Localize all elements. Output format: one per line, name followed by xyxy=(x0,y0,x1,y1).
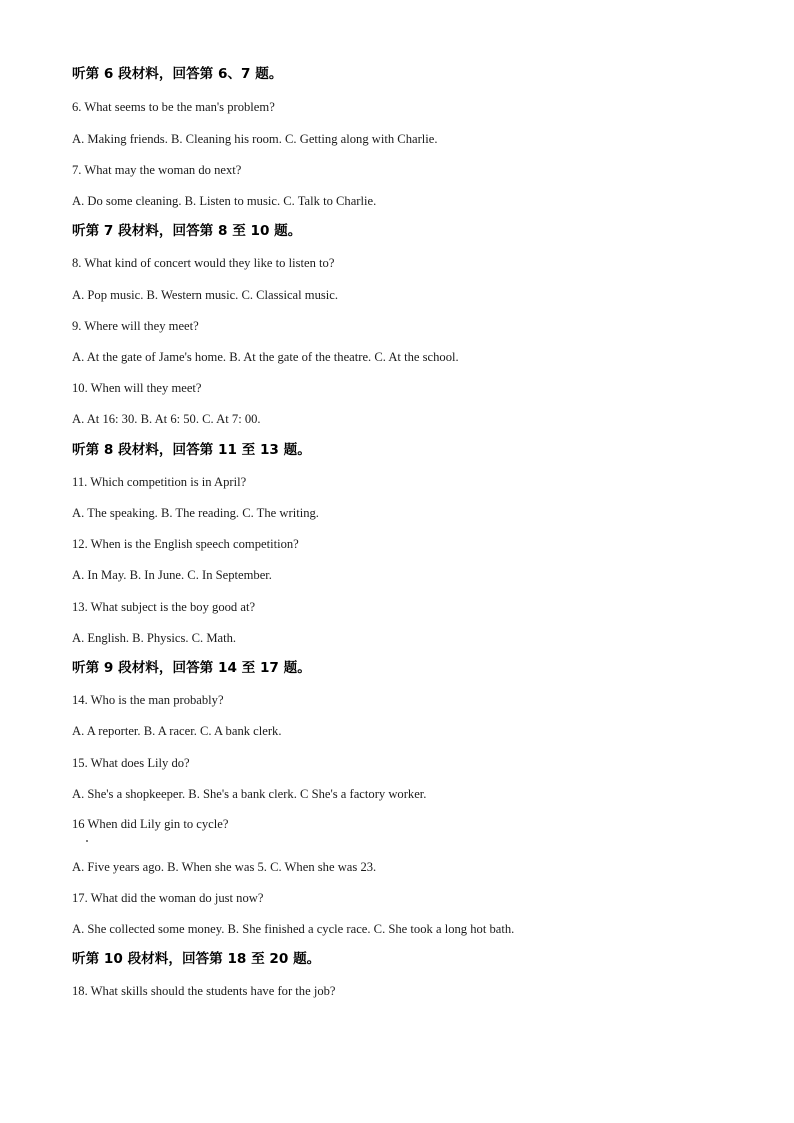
stray-mark xyxy=(86,840,88,842)
section-heading-9: 听第 9 段材料，回答第 14 至 17 题。 xyxy=(72,660,311,676)
section-heading-10: 听第 10 段材料，回答第 18 至 20 题。 xyxy=(72,951,321,967)
options-14: A. A reporter. B. A racer. C. A bank clerk. xyxy=(72,724,282,738)
question-7: 7. What may the woman do next? xyxy=(72,163,242,177)
options-17: A. She collected some money. B. She finished a cycle race. C. She took a long hot bath. xyxy=(72,922,515,936)
section-heading-6: 听第 6 段材料，回答第 6、7 题。 xyxy=(72,66,283,82)
options-13: A. English. B. Physics. C. Math. xyxy=(72,631,237,645)
question-18: 18. What skills should the students have for the job? xyxy=(72,984,336,998)
options-11: A. The speaking. B. The reading. C. The writing. xyxy=(72,506,319,520)
options-15: A. She's a shopkeeper. B. She's a bank clerk. C She's a factory worker. xyxy=(72,787,427,801)
question-11: 11. Which competition is in April? xyxy=(72,475,247,489)
options-7: A. Do some cleaning. B. Listen to music. C. Talk to Charlie. xyxy=(72,194,377,208)
options-10: A. At 16: 30. B. At 6: 50. C. At 7: 00. xyxy=(72,412,261,426)
question-6: 6. What seems to be the man's problem? xyxy=(72,100,275,114)
question-12: 12. When is the English speech competition? xyxy=(72,537,299,551)
question-9: 9. Where will they meet? xyxy=(72,319,199,333)
question-8: 8. What kind of concert would they like to listen to? xyxy=(72,256,335,270)
options-12: A. In May. B. In June. C. In September. xyxy=(72,568,272,582)
options-16: A. Five years ago. B. When she was 5. C. When she was 23. xyxy=(72,860,377,874)
question-14: 14. Who is the man probably? xyxy=(72,693,224,707)
options-9: A. At the gate of Jame's home. B. At the gate of the theatre. C. At the school. xyxy=(72,350,459,364)
section-heading-7: 听第 7 段材料，回答第 8 至 10 题。 xyxy=(72,223,302,239)
options-8: A. Pop music. B. Western music. C. Classical music. xyxy=(72,288,339,302)
question-15: 15. What does Lily do? xyxy=(72,756,190,770)
question-16: 16 When did Lily gin to cycle? xyxy=(72,817,229,831)
options-6: A. Making friends. B. Cleaning his room. C. Getting along with Charlie. xyxy=(72,132,438,146)
question-17: 17. What did the woman do just now? xyxy=(72,891,264,905)
section-heading-8: 听第 8 段材料，回答第 11 至 13 题。 xyxy=(72,442,311,458)
question-10: 10. When will they meet? xyxy=(72,381,202,395)
question-13: 13. What subject is the boy good at? xyxy=(72,600,256,614)
